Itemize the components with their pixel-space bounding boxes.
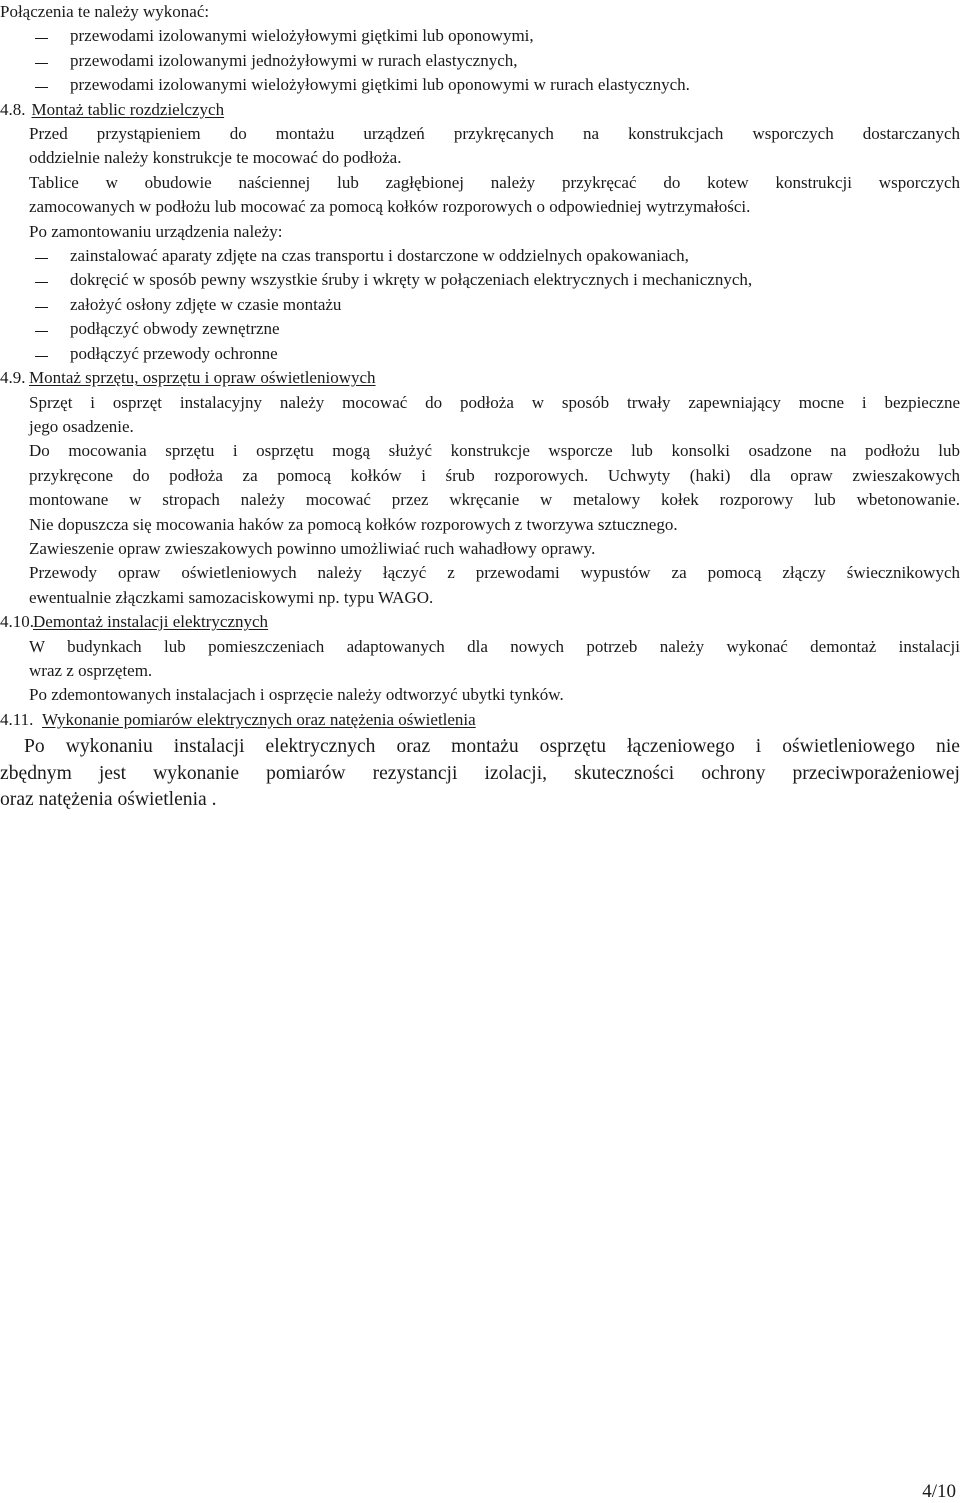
section-heading-4-8: [0, 98, 960, 122]
paragraph-line: Do mocowania sprzętu i osprzętu mogą służyć konstrukcje wsporcze lub konsolki osadzone na podłożu lub: [29, 441, 960, 461]
paragraph-line: Przewody opraw oświetleniowych należy łączyć z przewodami wypustów za pomocą złączy świecznikowych: [29, 563, 960, 583]
paragraph-line: Tablice w obudowie naściennej lub zagłębionej należy przykręcać do kotew konstrukcji wsporczych: [29, 172, 960, 192]
paragraph-line: Po zamontowaniu urządzenia należy:: [29, 221, 283, 241]
paragraph-line: oraz natężenia oświetlenia .: [0, 789, 217, 810]
section-title: Demontaż instalacji elektrycznych: [33, 612, 269, 632]
paragraph-line: Sprzęt i osprzęt instalacyjny należy mocować do podłoża w sposób trwały zapewniający mocne i bezpieczne: [29, 392, 960, 412]
section-number: 4.10.: [0, 612, 34, 632]
list-item: założyć osłony zdjęte w czasie montażu: [70, 294, 342, 314]
section-heading-4-9: [0, 366, 960, 390]
intro-title: Połączenia te należy wykonać:: [0, 2, 210, 21]
list-item: przewodami izolowanymi wielożyłowymi giętkimi lub oponowymi,: [70, 26, 534, 46]
paragraph-line: Zawieszenie opraw zwieszakowych powinno umożliwiać ruch wahadłowy oprawy.: [29, 538, 596, 558]
section-heading-4-10: [0, 610, 960, 634]
paragraph-line: Nie dopuszcza się mocowania haków za pomocą kołków rozporowych z tworzywa sztucznego.: [29, 514, 678, 534]
list-item: przewodami izolowanymi jednożyłowymi w rurach elastycznych,: [70, 50, 518, 70]
paragraph-line: Przed przystąpieniem do montażu urządzeń przykręcanych na konstrukcjach wsporczych dostarczanych: [29, 124, 960, 144]
section-number: 4.9.: [0, 368, 26, 388]
paragraph-line: zbędnym jest wykonanie pomiarów rezystancji izolacji, skuteczności ochrony przeciwporażeniowej: [0, 762, 960, 784]
paragraph-line: ewentualnie złączkami samozaciskowymi np. typu WAGO.: [29, 587, 434, 607]
section-title: Montaż sprzętu, osprzętu i opraw oświetleniowych: [29, 368, 376, 388]
section-title: Montaż tablic rozdzielczych: [31, 99, 225, 119]
list-item: zainstalować aparaty zdjęte na czas transportu i dostarczone w oddzielnych opakowaniach,: [70, 246, 689, 266]
paragraph-line: Po wykonaniu instalacji elektrycznych oraz montażu osprzętu łączeniowego i oświetleniowego nie: [24, 736, 960, 758]
section-heading-4-11: [0, 708, 960, 732]
paragraph-line: oddzielnie należy konstrukcje te mocować do podłoża.: [29, 148, 402, 168]
paragraph-line: wraz z osprzętem.: [29, 660, 153, 680]
paragraph-line: W budynkach lub pomieszczeniach adaptowanych dla nowych potrzeb należy wykonać demontaż instalacji: [29, 636, 960, 656]
paragraph-line: montowane w stropach należy mocować przez wkręcanie w metalowy kołek rozporowy lub wbetonowanie.: [29, 490, 960, 510]
list-item: przewodami izolowanymi wielożyłowymi giętkimi lub oponowymi w rurach elastycznych.: [70, 75, 690, 95]
list-item: podłączyć przewody ochronne: [70, 343, 278, 363]
section-title: Wykonanie pomiarów elektrycznych oraz natężenia oświetlenia: [42, 709, 476, 729]
paragraph-line: zamocowanych w podłożu lub mocować za pomocą kołków rozporowych o odpowiedniej wytrzymałości.: [29, 197, 751, 217]
paragraph-line: Po zdemontowanych instalacjach i osprzęcie należy odtworzyć ubytki tynków.: [29, 685, 564, 705]
list-item: podłączyć obwody zewnętrzne: [70, 319, 280, 339]
page-number: 4/10: [922, 1481, 956, 1502]
section-number: 4.11.: [0, 709, 34, 729]
paragraph-line: przykręcone do podłoża za pomocą kołków i śrub rozporowych. Uchwyty (haki) dla opraw zwieszakowych: [29, 465, 960, 485]
paragraph-line: jego osadzenie.: [29, 416, 134, 436]
list-item: dokręcić w sposób pewny wszystkie śruby i wkręty w połączeniach elektrycznych i mechanicznych,: [70, 270, 753, 290]
section-number: 4.8.: [0, 99, 26, 119]
